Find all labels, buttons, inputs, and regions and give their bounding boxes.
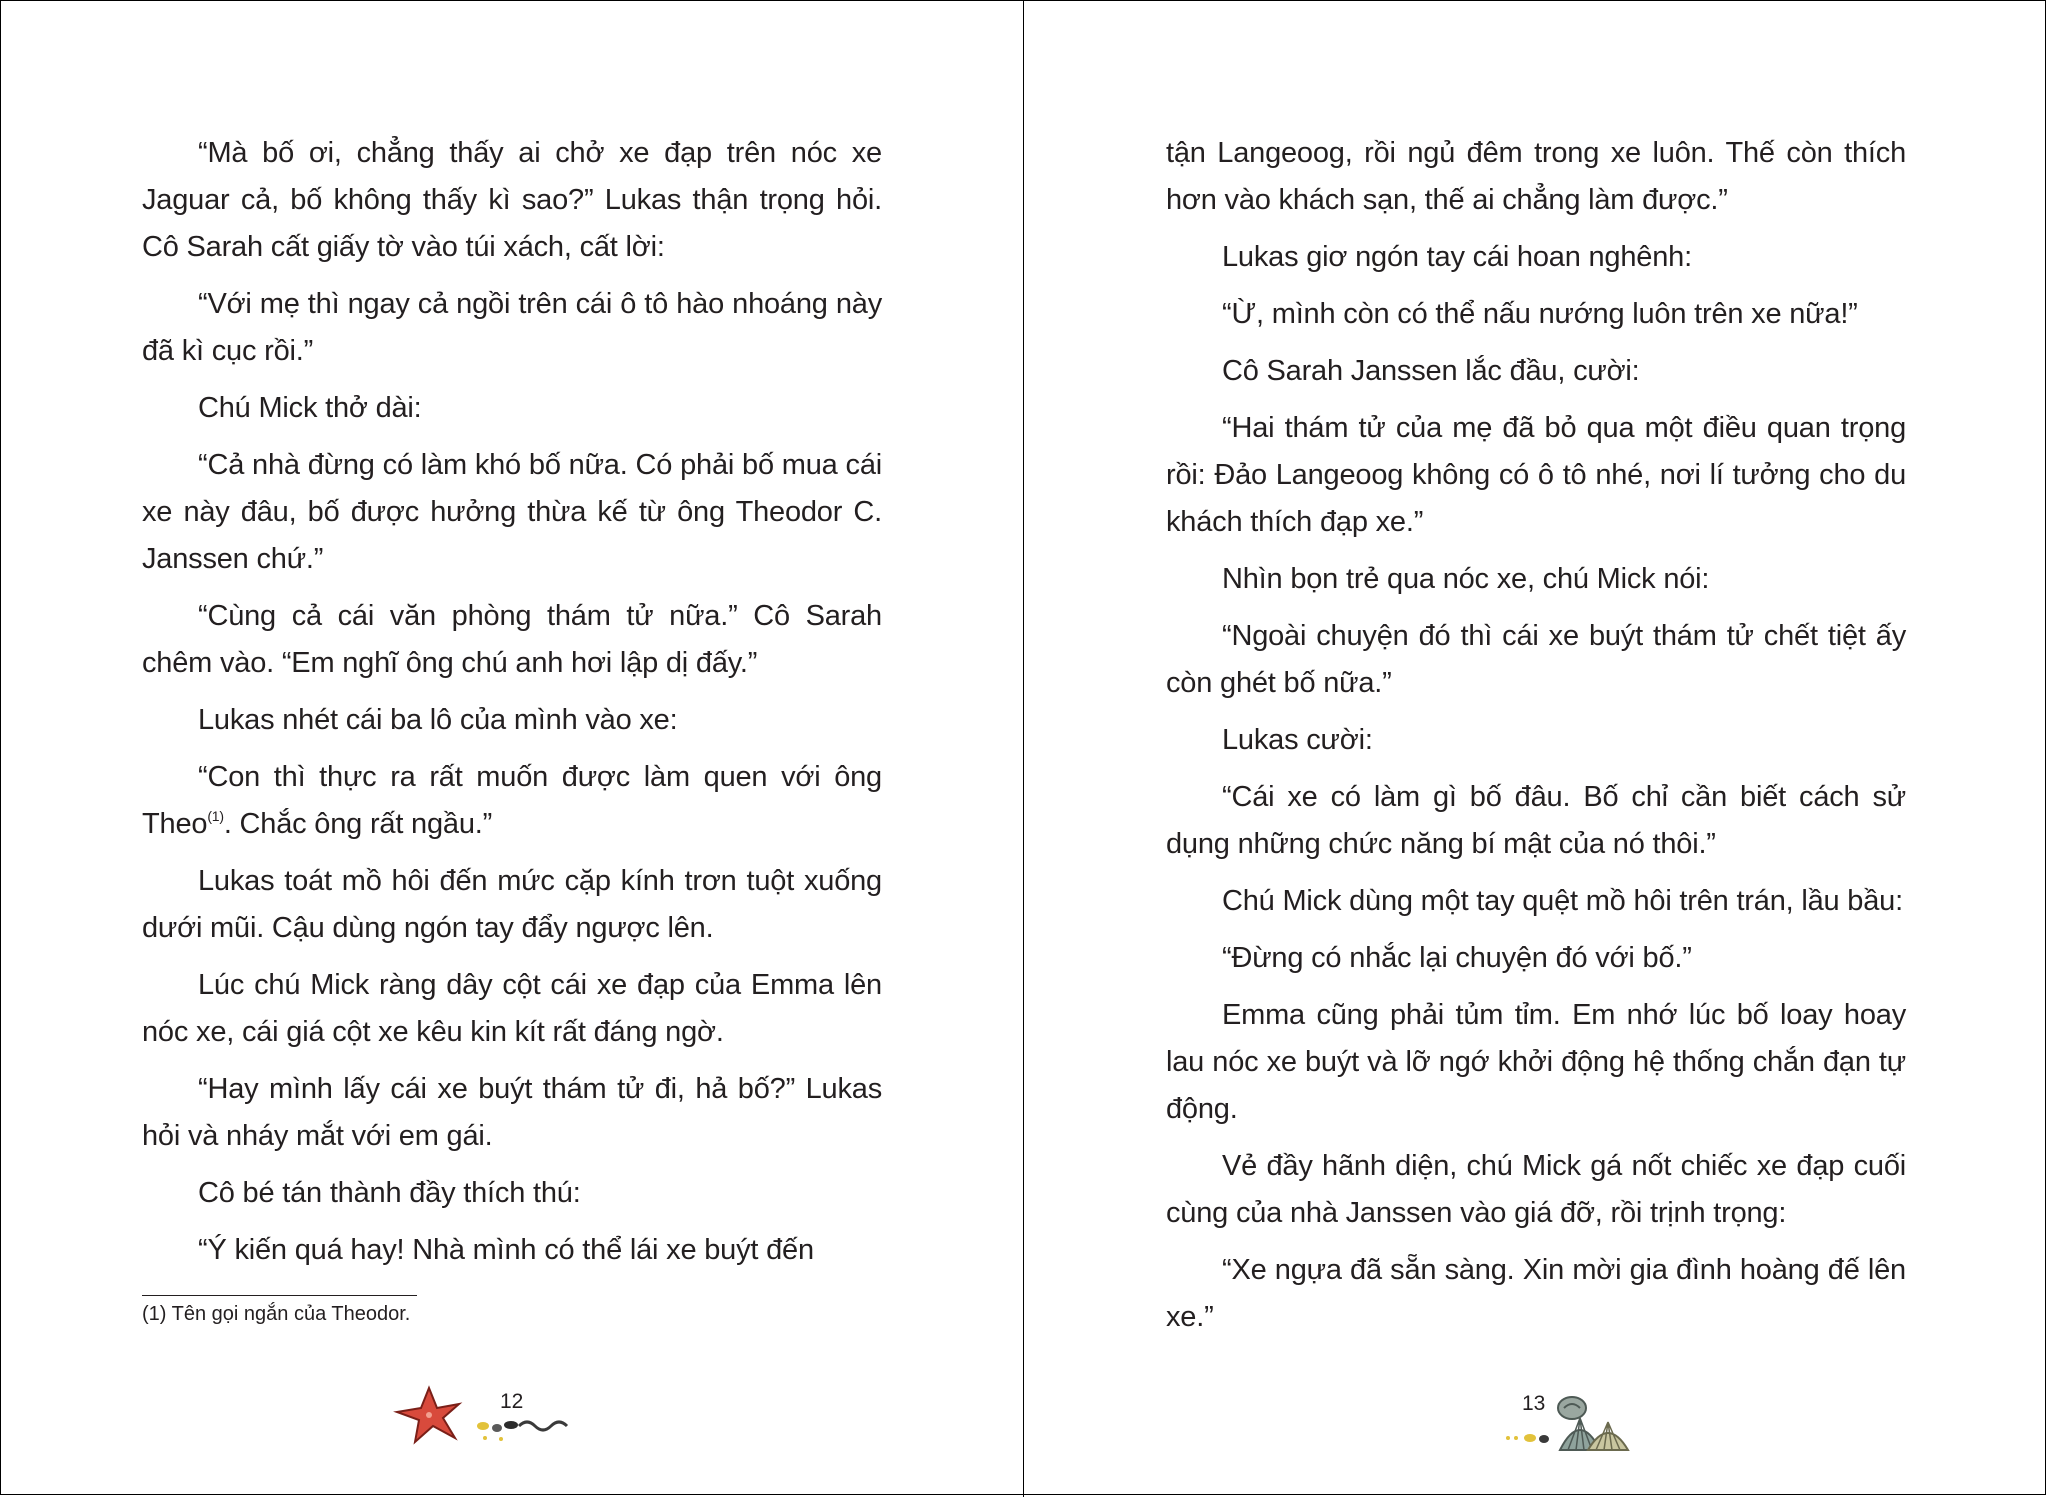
paragraph: Lúc chú Mick ràng dây cột cái xe đạp của Emma lên nóc xe, cái giá cột xe kêu kin kít rất đáng ngờ. — [142, 969, 882, 1048]
pebbles-icon — [1506, 1434, 1549, 1443]
left-page — [142, 130, 882, 1284]
footnote-rule — [142, 1295, 417, 1296]
paragraph: “Cái xe có làm gì bố đâu. Bố chỉ cần biết cách sử dụng những chức năng bí mật của nó thôi.” — [1166, 781, 1906, 860]
page-number: 13 — [1522, 1392, 1546, 1415]
paragraph: Vẻ đầy hãnh diện, chú Mick gá nốt chiếc xe đạp cuối cùng của nhà Janssen vào giá đỡ, rồi trịnh trọng: — [1166, 1150, 1906, 1229]
paragraph: “Mà bố ơi, chẳng thấy ai chở xe đạp trên nóc xe Jaguar cả, bố không thấy kì sao?” Lukas thận trọng hỏi. Cô Sarah cất giấy tờ vào túi xách, cất lời: — [142, 137, 882, 263]
paragraph: “Hai thám tử của mẹ đã bỏ qua một điều quan trọng rồi: Đảo Langeoog không có ô tô nhé, nơi lí tưởng cho du khách thích đạp xe.” — [1166, 412, 1906, 538]
book-gutter — [1023, 0, 1024, 1497]
paragraph: “Ừ, mình còn có thể nấu nướng luôn trên xe nữa!” — [1222, 298, 1858, 330]
paragraph: “Cả nhà đừng có làm khó bố nữa. Có phải bố mua cái xe này đâu, bố được hưởng thừa kế từ ông Theodor C. Janssen chứ.” — [142, 449, 882, 575]
right-page — [1166, 130, 1906, 1351]
paragraph: “Với mẹ thì ngay cả ngồi trên cái ô tô hào nhoáng này đã kì cục rồi.” — [142, 288, 882, 367]
paragraph: Lukas nhét cái ba lô của mình vào xe: — [198, 704, 678, 736]
paragraph: Chú Mick thở dài: — [198, 392, 422, 424]
paragraph: Nhìn bọn trẻ qua nóc xe, chú Mick nói: — [1222, 563, 1710, 595]
paragraph: “Ngoài chuyện đó thì cái xe buýt thám tử chết tiệt ấy còn ghét bố nữa.” — [1166, 620, 1906, 699]
footnote-reference: (1) — [207, 808, 224, 824]
footnote: (1) Tên gọi ngắn của Theodor. — [142, 1303, 411, 1325]
paragraph-text: . Chắc ông rất ngầu.” — [223, 808, 493, 840]
pebbles-icon — [477, 1421, 567, 1441]
paragraph: “Đừng có nhắc lại chuyện đó với bố.” — [1222, 942, 1692, 974]
paragraph: Chú Mick dùng một tay quệt mồ hôi trên trán, lầu bầu: — [1222, 885, 1903, 917]
paragraph-with-footnote-ref — [142, 754, 882, 848]
paragraph: “Hay mình lấy cái xe buýt thám tử đi, hả bố?” Lukas hỏi và nháy mắt với em gái. — [142, 1073, 882, 1152]
paragraph: Lukas toát mồ hôi đến mức cặp kính trơn tuột xuống dưới mũi. Cậu dùng ngón tay đẩy ngược lên. — [142, 865, 882, 944]
shell-icon — [1500, 1392, 1660, 1462]
paragraph: “Ý kiến quá hay! Nhà mình có thể lái xe buýt đến — [198, 1234, 814, 1266]
paragraph: “Xe ngựa đã sẵn sàng. Xin mời gia đình hoàng đế lên xe.” — [1166, 1254, 1906, 1333]
page-number: 12 — [500, 1390, 524, 1413]
paragraph-continued: tận Langeoog, rồi ngủ đêm trong xe luôn. Thế còn thích hơn vào khách sạn, thế ai chẳng làm được.” — [1166, 137, 1906, 216]
paragraph: Cô bé tán thành đầy thích thú: — [198, 1177, 581, 1209]
paragraph: Emma cũng phải tủm tỉm. Em nhớ lúc bố loay hoay lau nóc xe buýt và lỡ ngớ khởi động hệ thống chắn đạn tự động. — [1166, 999, 1906, 1125]
paragraph: Lukas cười: — [1222, 724, 1373, 756]
paragraph-text: “Con thì thực ra rất muốn được làm quen với ông Theo — [142, 761, 882, 840]
starfish-icon — [385, 1382, 585, 1452]
paragraph: Cô Sarah Janssen lắc đầu, cười: — [1222, 355, 1640, 387]
paragraph: Lukas giơ ngón tay cái hoan nghênh: — [1222, 241, 1692, 273]
paragraph: “Cùng cả cái văn phòng thám tử nữa.” Cô Sarah chêm vào. “Em nghĩ ông chú anh hơi lập dị đấy.” — [142, 600, 882, 679]
